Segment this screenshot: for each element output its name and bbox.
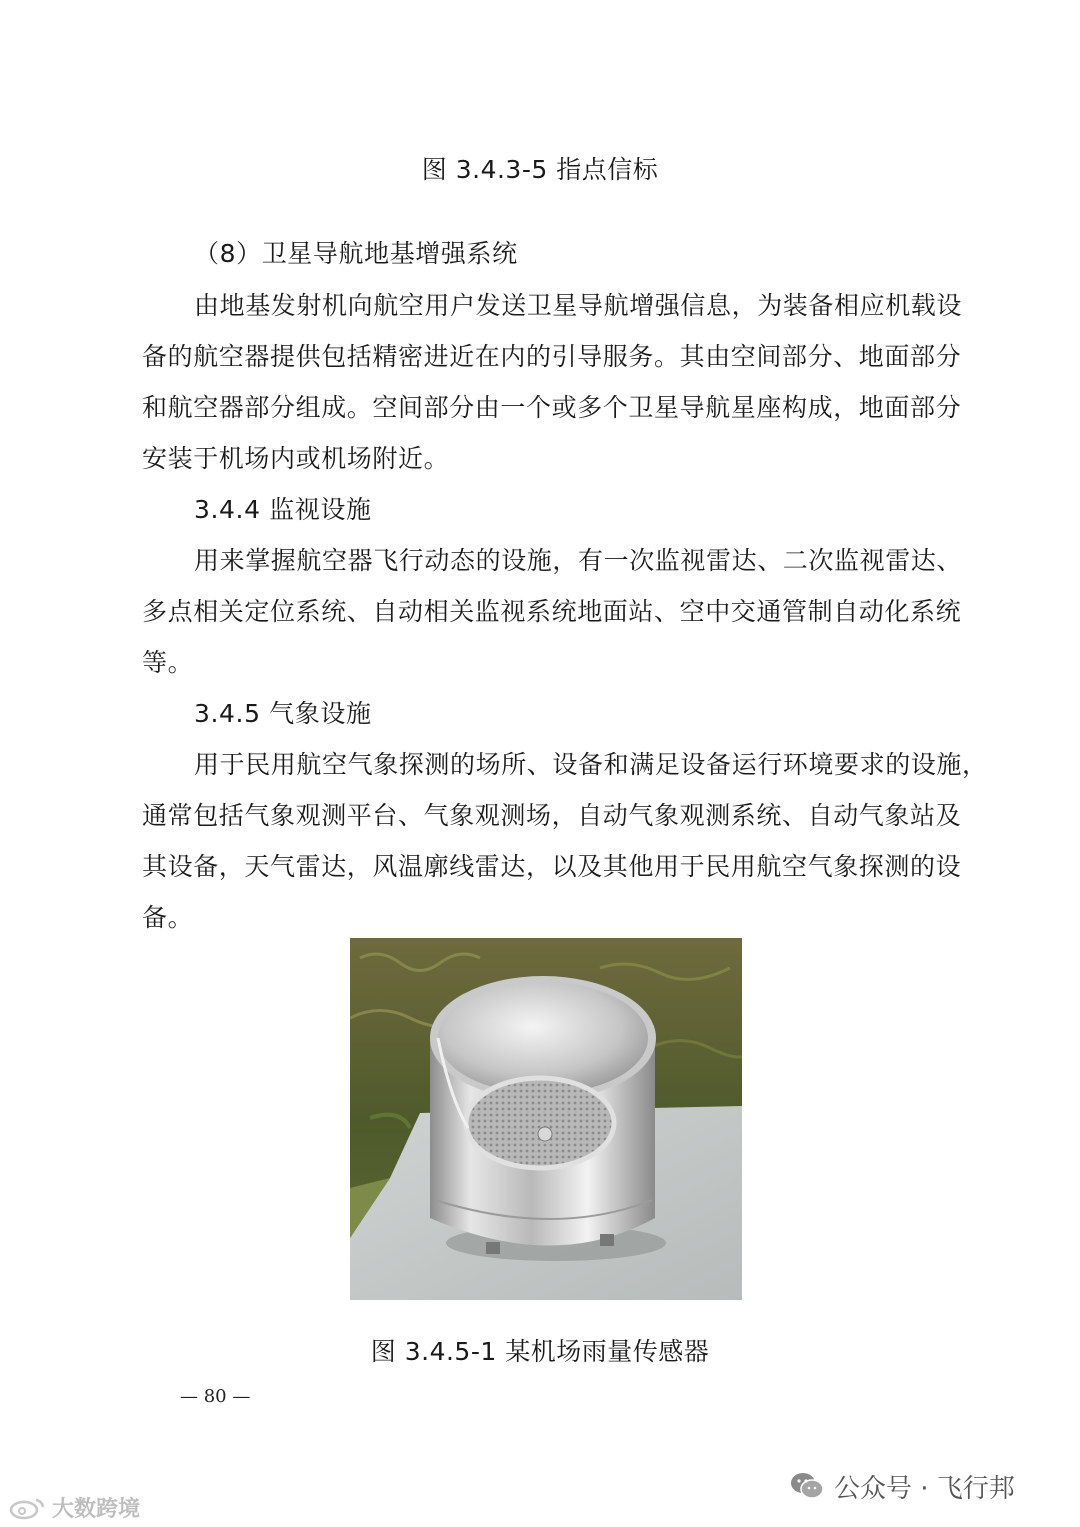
- wechat-icon: [790, 1471, 824, 1501]
- figure-caption-photo: 图 3.4.5-1 某机场雨量传感器: [370, 1337, 710, 1366]
- section-8-line-3: 和航空器部分组成。空间部分由一个或多个卫星导航星座构成，地面部分: [142, 393, 962, 422]
- section-345-line-2: 通常包括气象观测平台、气象观测场，自动气象观测系统、自动气象站及: [142, 801, 962, 830]
- watermark-weibo-text: 大数跨境: [52, 1497, 141, 1522]
- section-344-line-2: 多点相关定位系统、自动相关监视系统地面站、空中交通管制自动化系统: [142, 597, 962, 626]
- watermark-wechat-text: 公众号 · 飞行邦: [834, 1473, 1015, 1504]
- section-344-line-3: 等。: [142, 648, 194, 677]
- page-number: — 80 —: [180, 1386, 251, 1407]
- section-8-line-4: 安装于机场内或机场附近。: [142, 444, 450, 473]
- section-345-line-4: 备。: [142, 903, 194, 932]
- figure-caption-top: 图 3.4.3-5 指点信标: [421, 155, 659, 184]
- section-345-heading: 3.4.5 气象设施: [194, 699, 372, 728]
- watermark-weibo: [8, 1492, 140, 1523]
- watermark-wechat: [790, 1466, 1015, 1506]
- section-344-heading: 3.4.4 监视设施: [194, 495, 372, 524]
- weibo-icon: [8, 1496, 48, 1520]
- rain-gauge-photo: [350, 938, 742, 1300]
- section-8-line-1: 由地基发射机向航空用户发送卫星导航增强信息，为装备相应机载设: [194, 291, 963, 320]
- section-8-line-2: 备的航空器提供包括精密进近在内的引导服务。其由空间部分、地面部分: [142, 342, 962, 371]
- section-344-line-1: 用来掌握航空器飞行动态的设施，有一次监视雷达、二次监视雷达、: [194, 546, 963, 575]
- section-8-heading: （8）卫星导航地基增强系统: [194, 239, 518, 268]
- section-345-line-1: 用于民用航空气象探测的场所、设备和满足设备运行环境要求的设施，: [194, 750, 988, 779]
- section-345-line-3: 其设备，天气雷达，风温廓线雷达，以及其他用于民用航空气象探测的设: [142, 852, 962, 881]
